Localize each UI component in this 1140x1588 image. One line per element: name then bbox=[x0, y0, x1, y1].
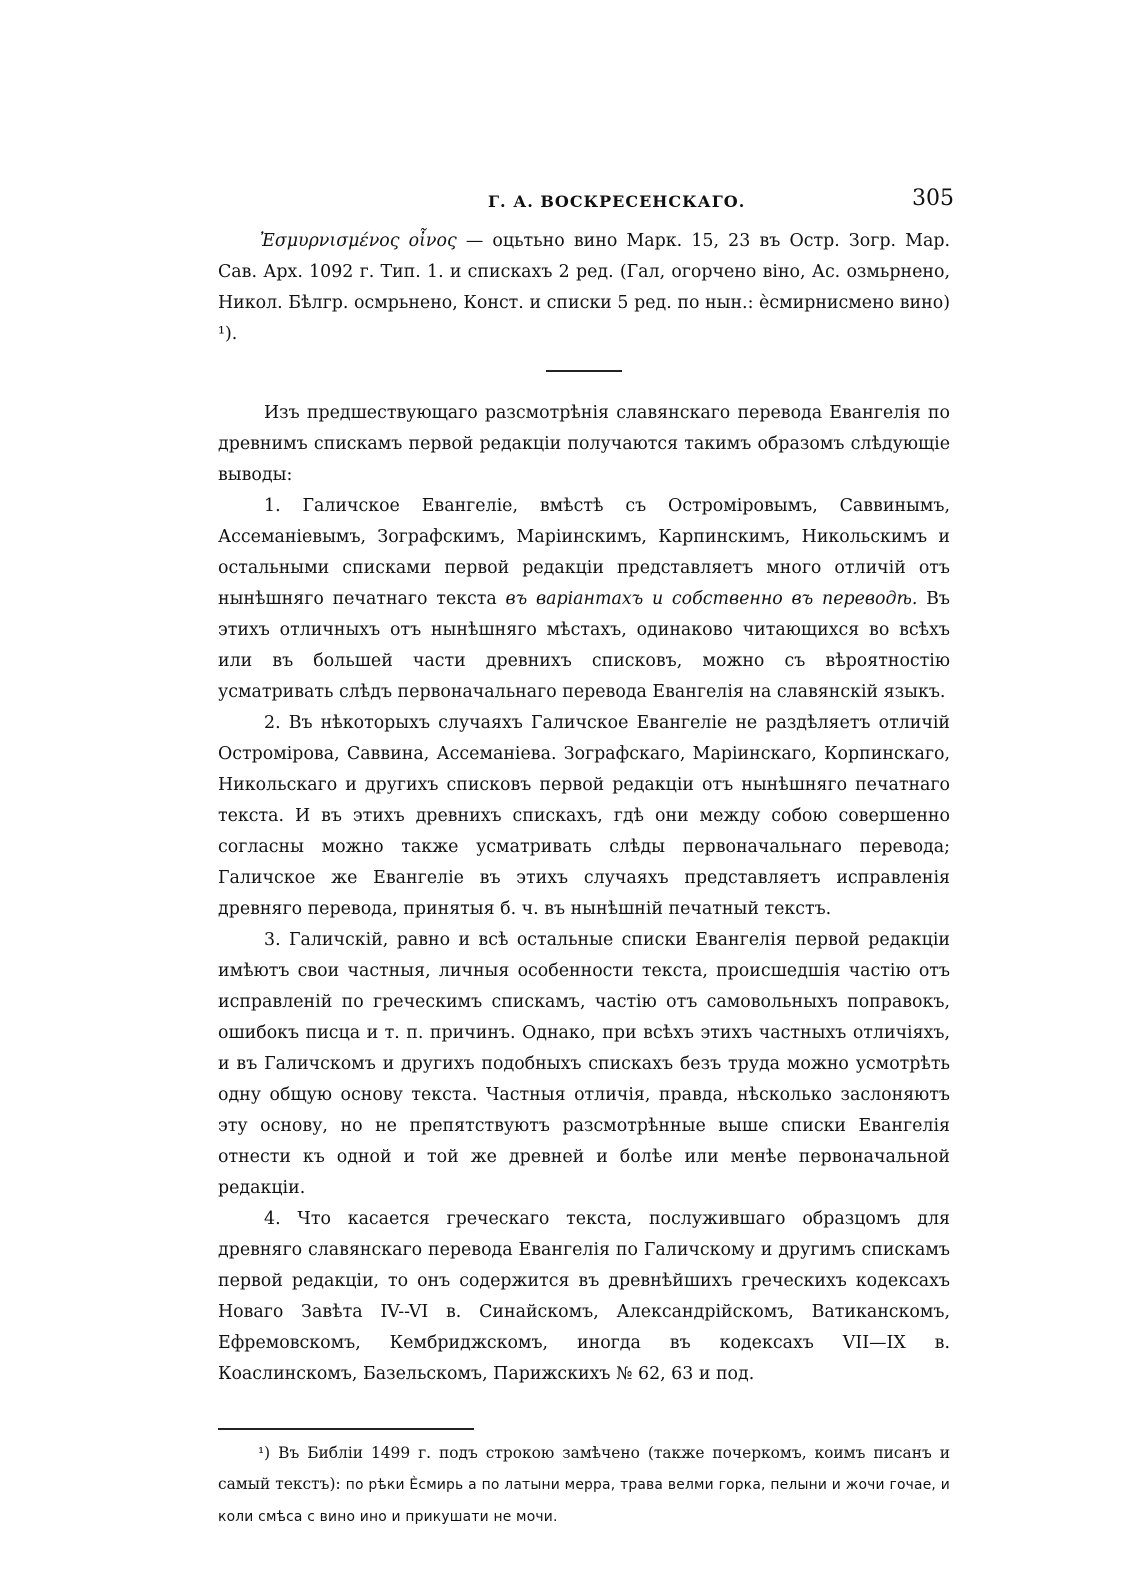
conclusion-1-text-a: 1. Галичское Евангеліе, вмѣстѣ съ Остроміровымъ, Саввинымъ, Ассеманіевымъ, Зографскимъ, Маріинскимъ, Карпинскимъ, Никольскимъ и остальными списками первой редакціи представляетъ много отличій отъ нынѣшняго печатнаго текста bbox=[218, 496, 950, 609]
running-header bbox=[218, 186, 954, 226]
intro-paragraph: Изъ предшествующаго разсмотрѣнія славянскаго перевода Евангелія по древнимъ спискамъ первой редакціи получаются такимъ образомъ слѣдующіе выводы: bbox=[218, 403, 950, 485]
page-number: 305 bbox=[912, 186, 954, 211]
footnote-slavonic-quote: по рѣки Ѐсмирь а по латыни мерра, трава велми горка, пелыни и жочи гочае, и коли смѣса с вино ино и прикушати не мочи. bbox=[218, 1477, 950, 1525]
entry-text: — оцьтьно вино Марк. 15, 23 въ Остр. Зогр. Мар. Сав. Арх. 1092 г. Тип. 1. и спискахъ 2 ред. (Гал, огорчено віно, Ас. озмьрнено, Никол. Бѣлгр. осмрьнено, Конст. и списки 5 ред. по нын.: ѐсмирнисмено вино) ¹). bbox=[218, 231, 950, 344]
footnote-rule bbox=[218, 1428, 474, 1430]
conclusion-2: 2. Въ нѣкоторыхъ случаяхъ Галичское Евангеліе не раздѣляетъ отличій Остроміровa, Саввина, Ассеманіева. Зографскаго, Маріинскаго, Корпинскаго, Никольскаго и другихъ списковъ первой редакціи отъ нынѣшняго печатнаго текста. И въ этихъ древнихъ спискахъ, гдѣ они между собою совершенно согласны можно также усматривать слѣды первоначальнаго перевода; Галичское же Евангеліе въ этихъ случаяхъ представляетъ исправленія древняго перевода, принятыя б. ч. въ нынѣшній печатный текстъ. bbox=[218, 713, 950, 919]
conclusion-3: 3. Галичскій, равно и всѣ остальные списки Евангелія первой редакціи имѣютъ свои частныя, личныя особенности текста, происшедшія частію отъ исправленій по греческимъ спискамъ, частію отъ самовольныхъ поправокъ, ошибокъ писца и т. п. причинъ. Однако, при всѣхъ этихъ частныхъ отличіяхъ, и въ Галичскомъ и другихъ подобныхъ спискахъ безъ труда можно усмотрѣть одну общую основу текста. Частныя отличія, правда, нѣсколько заслоняютъ эту основу, но не препятствуютъ разсмотрѣнные выше списки Евангелія отнести къ одной и той же древней и болѣе или менѣе первоначальной редакціи. bbox=[218, 930, 950, 1198]
conclusion-4: 4. Что касается греческаго текста, послужившаго образцомъ для древняго славянскаго перевода Евангелія по Галичскому и другимъ спискамъ первой редакціи, то онъ содержится въ древнѣйшихъ греческихъ кодексахъ Новаго Завѣта IV--VI в. Синайскомъ, Александрійскомъ, Ватиканскомъ, Ефремовскомъ, Кембриджскомъ, иногда въ кодексахъ VII—IX в. Коаслинскомъ, Базельскомъ, Парижскихъ № 62, 63 и под. bbox=[218, 1209, 950, 1384]
footnote bbox=[218, 1438, 950, 1533]
section-divider bbox=[546, 370, 622, 372]
running-title: Г. А. ВОСКРЕСЕНСКАГО. bbox=[488, 192, 746, 211]
footnote-intro: Въ Библіи 1499 г. подъ строкою замѣчено (также почеркомъ, коимъ писанъ и самый текстъ): bbox=[218, 1444, 950, 1493]
page bbox=[218, 186, 954, 1533]
conclusion-1-italic: въ варіантахъ и собственно въ переводѣ. bbox=[505, 589, 918, 609]
greek-headword: Ἐσμυρνισμένος οἶνος bbox=[260, 231, 457, 251]
conclusion-1 bbox=[218, 491, 950, 708]
footnote-mark: ¹) bbox=[258, 1444, 271, 1462]
lexical-entry bbox=[218, 226, 950, 350]
conclusion-1-text-b: Въ этихъ отличныхъ отъ нынѣшняго мѣстахъ, одинаково читающихся во всѣхъ или въ большей части древнихъ списковъ, можно съ вѣроятностію усматривать слѣдъ первоначальнаго перевода Евангелія на славянскій языкъ. bbox=[218, 589, 951, 702]
